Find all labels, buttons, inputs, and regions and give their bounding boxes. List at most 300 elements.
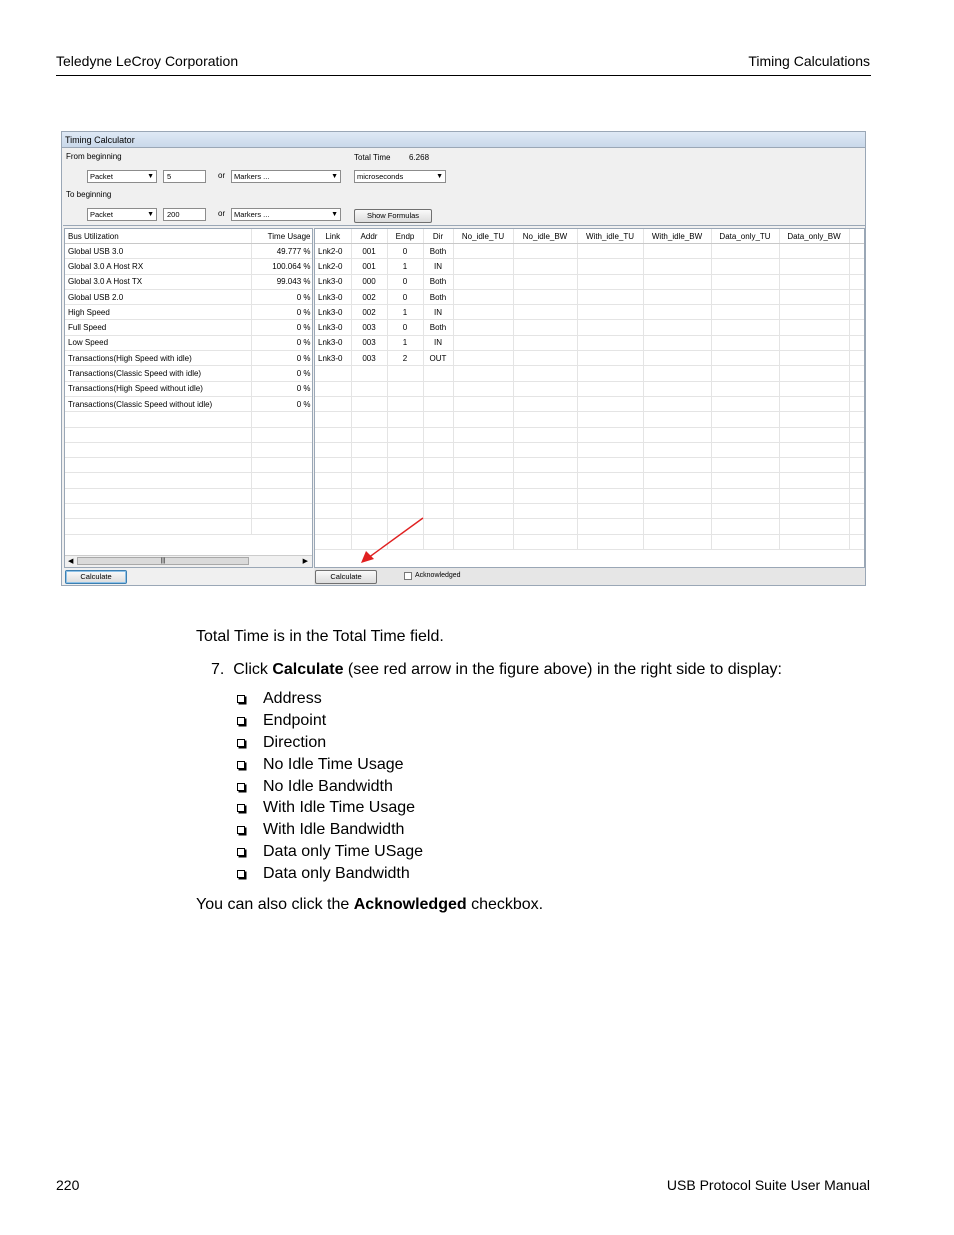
table-cell: Lnk2-0 [315, 259, 351, 274]
column-header[interactable]: Endp [387, 229, 423, 244]
scroll-left-icon[interactable]: ◀ [68, 558, 74, 565]
table-cell [849, 534, 865, 549]
table-cell [315, 488, 351, 503]
table-cell: Lnk3-0 [315, 305, 351, 320]
table-cell [779, 519, 849, 534]
table-cell [577, 412, 643, 427]
table-cell [643, 244, 711, 259]
total-time-paragraph: Total Time is in the Total Time field. [196, 628, 444, 645]
table-cell [779, 335, 849, 350]
table-row[interactable] [315, 289, 865, 304]
table-row[interactable] [315, 305, 865, 320]
chevron-down-icon: ▼ [147, 173, 154, 180]
table-row[interactable] [65, 473, 313, 488]
table-cell [423, 427, 453, 442]
list-item-text: No Idle Time Usage [263, 755, 404, 773]
table-cell [711, 289, 779, 304]
table-cell [251, 504, 313, 519]
table-cell [513, 519, 577, 534]
column-header[interactable]: Dir [423, 229, 453, 244]
list-item [237, 732, 423, 754]
table-row[interactable] [65, 504, 313, 519]
table-cell [711, 534, 779, 549]
table-cell: 100.064 % [251, 259, 313, 274]
checkbox-bullet-icon [237, 848, 245, 856]
table-cell [849, 519, 865, 534]
table-cell: 0 % [251, 289, 313, 304]
table-cell [849, 366, 865, 381]
table-cell [513, 351, 577, 366]
table-cell [315, 366, 351, 381]
table-row[interactable] [65, 458, 313, 473]
table-cell: 0 % [251, 335, 313, 350]
checkbox-bullet-icon [237, 826, 245, 834]
table-cell: 0 % [251, 305, 313, 320]
table-row[interactable] [315, 427, 865, 442]
from-type-value: Packet [90, 172, 113, 181]
column-header[interactable]: Addr [351, 229, 387, 244]
timing-calculator-window [61, 131, 866, 586]
table-row[interactable] [65, 366, 313, 381]
to-value-input[interactable]: 200 [163, 208, 206, 221]
table-cell [577, 305, 643, 320]
table-cell [315, 534, 351, 549]
table-cell [65, 412, 251, 427]
table-row[interactable] [315, 274, 865, 289]
table-cell [513, 366, 577, 381]
table-cell [251, 458, 313, 473]
table-row[interactable] [65, 381, 313, 396]
table-cell [711, 473, 779, 488]
table-cell [577, 473, 643, 488]
table-cell [453, 244, 513, 259]
table-cell [315, 504, 351, 519]
header-rule [56, 75, 871, 76]
table-cell [643, 534, 711, 549]
table-cell [423, 442, 453, 457]
table-cell [711, 412, 779, 427]
table-cell [577, 458, 643, 473]
table-cell [643, 274, 711, 289]
table-row[interactable] [65, 442, 313, 457]
table-cell [711, 335, 779, 350]
bus-utilization-table [65, 229, 313, 535]
table-cell [315, 519, 351, 534]
table-cell [711, 381, 779, 396]
table-cell [711, 274, 779, 289]
table-cell [849, 381, 865, 396]
table-row[interactable] [315, 259, 865, 274]
table-cell [513, 305, 577, 320]
list-item [237, 754, 423, 776]
table-cell [513, 320, 577, 335]
table-cell [387, 488, 423, 503]
table-cell [711, 320, 779, 335]
column-header[interactable]: No_idle_TU [453, 229, 513, 244]
units-value: microseconds [357, 172, 404, 181]
table-cell [643, 351, 711, 366]
table-cell: 000 [351, 274, 387, 289]
table-row[interactable] [315, 458, 865, 473]
list-item-text: With Idle Time Usage [263, 799, 416, 817]
list-item [237, 863, 423, 885]
checkbox-bullet-icon [237, 695, 245, 703]
table-cell: 001 [351, 244, 387, 259]
column-header[interactable]: No_idle_BW [513, 229, 577, 244]
list-item-text: Direction [263, 733, 327, 751]
table-cell [643, 412, 711, 427]
table-row[interactable] [65, 274, 313, 289]
table-cell [251, 412, 313, 427]
table-cell [577, 427, 643, 442]
table-cell [513, 259, 577, 274]
table-cell [577, 488, 643, 503]
from-type-select[interactable] [87, 170, 157, 183]
table-cell [779, 305, 849, 320]
table-row[interactable] [315, 244, 865, 259]
table-cell: Transactions(High Speed without idle) [65, 381, 251, 396]
calculate-left-button[interactable]: Calculate [65, 570, 127, 584]
table-cell [453, 366, 513, 381]
table-cell [513, 412, 577, 427]
table-cell [315, 381, 351, 396]
list-item-text: Endpoint [263, 711, 327, 729]
table-row[interactable] [65, 320, 313, 335]
from-markers-value: Markers ... [234, 172, 270, 181]
table-cell: Both [423, 289, 453, 304]
table-cell [513, 396, 577, 411]
table-cell: Full Speed [65, 320, 251, 335]
table-cell [643, 427, 711, 442]
table-cell [779, 351, 849, 366]
table-cell [711, 458, 779, 473]
table-cell [251, 473, 313, 488]
table-cell [513, 335, 577, 350]
table-cell [513, 504, 577, 519]
table-cell [513, 534, 577, 549]
ack-text-pre: You can also click the [196, 896, 354, 913]
table-cell [351, 396, 387, 411]
table-cell [849, 412, 865, 427]
table-cell [65, 427, 251, 442]
table-cell: 49.777 % [251, 244, 313, 259]
table-cell: IN [423, 259, 453, 274]
table-row[interactable] [315, 473, 865, 488]
table-cell [513, 289, 577, 304]
table-row[interactable] [315, 351, 865, 366]
list-item-text: Data only Bandwidth [263, 865, 410, 883]
table-row[interactable] [315, 412, 865, 427]
table-cell: Transactions(High Speed with idle) [65, 351, 251, 366]
table-cell [779, 320, 849, 335]
table-cell [65, 504, 251, 519]
table-cell [387, 442, 423, 457]
table-cell [351, 366, 387, 381]
table-cell: Lnk3-0 [315, 335, 351, 350]
table-cell [387, 396, 423, 411]
table-cell [387, 366, 423, 381]
table-cell [453, 320, 513, 335]
table-row[interactable] [315, 442, 865, 457]
table-cell [513, 488, 577, 503]
acknowledged-checkbox[interactable] [404, 572, 412, 580]
table-cell [423, 396, 453, 411]
from-label: From beginning [66, 152, 122, 161]
table-cell [577, 366, 643, 381]
checkbox-bullet-icon [237, 717, 245, 725]
table-cell [387, 412, 423, 427]
table-cell [711, 259, 779, 274]
chevron-down-icon: ▼ [436, 173, 443, 180]
column-header[interactable]: With_idle_TU [577, 229, 643, 244]
table-cell [351, 381, 387, 396]
table-cell: 003 [351, 335, 387, 350]
table-cell: 99.043 % [251, 274, 313, 289]
chevron-down-icon: ▼ [147, 211, 154, 218]
table-row[interactable] [65, 412, 313, 427]
table-cell [453, 519, 513, 534]
checkbox-bullet-icon [237, 870, 245, 878]
checkbox-bullet-icon [237, 761, 245, 769]
table-cell [849, 396, 865, 411]
table-row[interactable] [65, 427, 313, 442]
table-cell [849, 442, 865, 457]
table-cell [849, 259, 865, 274]
table-cell [779, 473, 849, 488]
to-type-value: Packet [90, 210, 113, 219]
table-cell: 0 [387, 244, 423, 259]
to-markers-value: Markers ... [234, 210, 270, 219]
table-cell: Transactions(Classic Speed without idle) [65, 396, 251, 411]
table-cell [577, 320, 643, 335]
table-cell [643, 366, 711, 381]
list-item [237, 710, 423, 732]
list-item-text: No Idle Bandwidth [263, 777, 393, 795]
table-cell [711, 244, 779, 259]
checkbox-bullet-icon [237, 804, 245, 812]
acknowledged-label: Acknowledged [415, 572, 461, 579]
table-row[interactable] [65, 259, 313, 274]
table-cell [315, 427, 351, 442]
total-time-label: Total Time [354, 153, 391, 162]
table-cell [779, 427, 849, 442]
table-cell: 003 [351, 320, 387, 335]
scroll-thumb[interactable]: ||| [77, 557, 249, 565]
table-cell [849, 274, 865, 289]
table-cell [577, 381, 643, 396]
acknowledged-paragraph [196, 896, 543, 914]
table-row[interactable] [315, 488, 865, 503]
table-cell: Lnk3-0 [315, 351, 351, 366]
from-markers-select[interactable] [231, 170, 341, 183]
table-row[interactable] [315, 320, 865, 335]
column-header[interactable]: Time Usage [251, 229, 313, 244]
table-cell [315, 473, 351, 488]
table-cell [643, 473, 711, 488]
table-cell [65, 458, 251, 473]
table-cell: Global USB 3.0 [65, 244, 251, 259]
table-cell [711, 305, 779, 320]
list-item-text: Address [263, 690, 322, 707]
table-row[interactable] [65, 335, 313, 350]
to-type-select[interactable] [87, 208, 157, 221]
table-cell [251, 427, 313, 442]
table-cell [423, 458, 453, 473]
to-label: To beginning [66, 190, 112, 199]
table-cell [351, 442, 387, 457]
table-cell: 1 [387, 305, 423, 320]
scroll-right-icon[interactable]: ▶ [302, 558, 308, 565]
table-cell [351, 473, 387, 488]
table-cell [251, 488, 313, 503]
table-cell [577, 259, 643, 274]
table-row[interactable] [315, 381, 865, 396]
table-cell [387, 473, 423, 488]
table-cell [513, 381, 577, 396]
table-cell [387, 458, 423, 473]
table-cell [387, 427, 423, 442]
table-cell [315, 458, 351, 473]
table-cell [453, 351, 513, 366]
table-cell: IN [423, 305, 453, 320]
table-row[interactable] [65, 244, 313, 259]
page-number: 220 [56, 1177, 80, 1193]
show-formulas-button[interactable]: Show Formulas [354, 209, 432, 223]
table-cell [779, 504, 849, 519]
window-title: Timing Calculator [62, 132, 865, 148]
table-cell [423, 488, 453, 503]
table-cell [351, 427, 387, 442]
table-cell [251, 519, 313, 534]
step-number: 7. [211, 661, 225, 678]
table-cell: Both [423, 244, 453, 259]
table-cell: 0 [387, 289, 423, 304]
column-header[interactable]: Bus Utilization [65, 229, 251, 244]
column-header[interactable]: With_idle_BW [643, 229, 711, 244]
table-cell [351, 488, 387, 503]
table-cell [849, 473, 865, 488]
calculate-right-button[interactable]: Calculate [315, 570, 377, 584]
step-text-post: (see red arrow in the figure above) in the right side to display: [343, 661, 782, 678]
or-label: or [218, 171, 226, 180]
table-cell: Transactions(Classic Speed with idle) [65, 366, 251, 381]
footer-title: USB Protocol Suite User Manual [666, 1177, 870, 1193]
table-cell [351, 458, 387, 473]
table-cell: Both [423, 320, 453, 335]
table-cell [711, 366, 779, 381]
table-cell: 0 % [251, 396, 313, 411]
table-cell [779, 534, 849, 549]
table-cell [513, 274, 577, 289]
column-header[interactable]: Data_only_BW [779, 229, 849, 244]
table-cell [711, 351, 779, 366]
table-cell [643, 519, 711, 534]
table-cell [643, 320, 711, 335]
table-cell: 002 [351, 305, 387, 320]
table-row[interactable] [65, 289, 313, 304]
table-cell [849, 305, 865, 320]
table-cell [849, 488, 865, 503]
horizontal-scrollbar[interactable] [65, 555, 312, 567]
table-cell [423, 366, 453, 381]
table-cell [577, 335, 643, 350]
step-7 [211, 661, 782, 679]
ack-text-post: checkbox. [466, 896, 544, 913]
table-cell [643, 442, 711, 457]
table-cell [453, 473, 513, 488]
table-cell [779, 458, 849, 473]
chevron-down-icon: ▼ [331, 173, 338, 180]
table-row[interactable] [315, 366, 865, 381]
table-cell [453, 534, 513, 549]
table-cell: Lnk3-0 [315, 274, 351, 289]
table-cell [779, 366, 849, 381]
table-cell [65, 488, 251, 503]
table-row[interactable] [65, 396, 313, 411]
table-cell [643, 381, 711, 396]
table-cell [453, 488, 513, 503]
table-cell [849, 504, 865, 519]
step-text-pre: Click [233, 661, 273, 678]
table-row[interactable] [65, 488, 313, 503]
table-cell [779, 259, 849, 274]
table-row[interactable] [315, 335, 865, 350]
table-cell [779, 244, 849, 259]
table-cell: 0 % [251, 381, 313, 396]
table-cell [423, 381, 453, 396]
table-cell [315, 396, 351, 411]
table-cell: 1 [387, 335, 423, 350]
table-cell: 1 [387, 259, 423, 274]
table-cell [513, 473, 577, 488]
table-cell [577, 519, 643, 534]
table-cell [779, 412, 849, 427]
table-cell [577, 351, 643, 366]
column-header[interactable]: Link [315, 229, 351, 244]
table-cell [453, 335, 513, 350]
or-label: or [218, 209, 226, 218]
list-item [237, 776, 423, 798]
list-item-text: Data only Time USage [263, 843, 424, 861]
table-cell: High Speed [65, 305, 251, 320]
table-row[interactable] [315, 396, 865, 411]
table-cell [849, 458, 865, 473]
to-markers-select[interactable] [231, 208, 341, 221]
table-cell [453, 458, 513, 473]
table-cell [643, 458, 711, 473]
table-cell [577, 244, 643, 259]
table-row[interactable] [65, 305, 313, 320]
table-cell [577, 396, 643, 411]
table-cell [643, 259, 711, 274]
list-item [237, 797, 423, 819]
column-header[interactable]: Data_only_TU [711, 229, 779, 244]
table-cell [453, 274, 513, 289]
table-row[interactable] [65, 351, 313, 366]
table-cell [65, 473, 251, 488]
table-cell [779, 274, 849, 289]
checkbox-bullet-icon [237, 783, 245, 791]
display-list [237, 688, 423, 885]
table-cell [779, 396, 849, 411]
table-row[interactable] [65, 519, 313, 534]
table-cell [65, 442, 251, 457]
table-cell [779, 381, 849, 396]
table-cell [643, 335, 711, 350]
table-cell [643, 305, 711, 320]
units-select[interactable] [354, 170, 446, 183]
from-value-input[interactable]: 5 [163, 170, 206, 183]
